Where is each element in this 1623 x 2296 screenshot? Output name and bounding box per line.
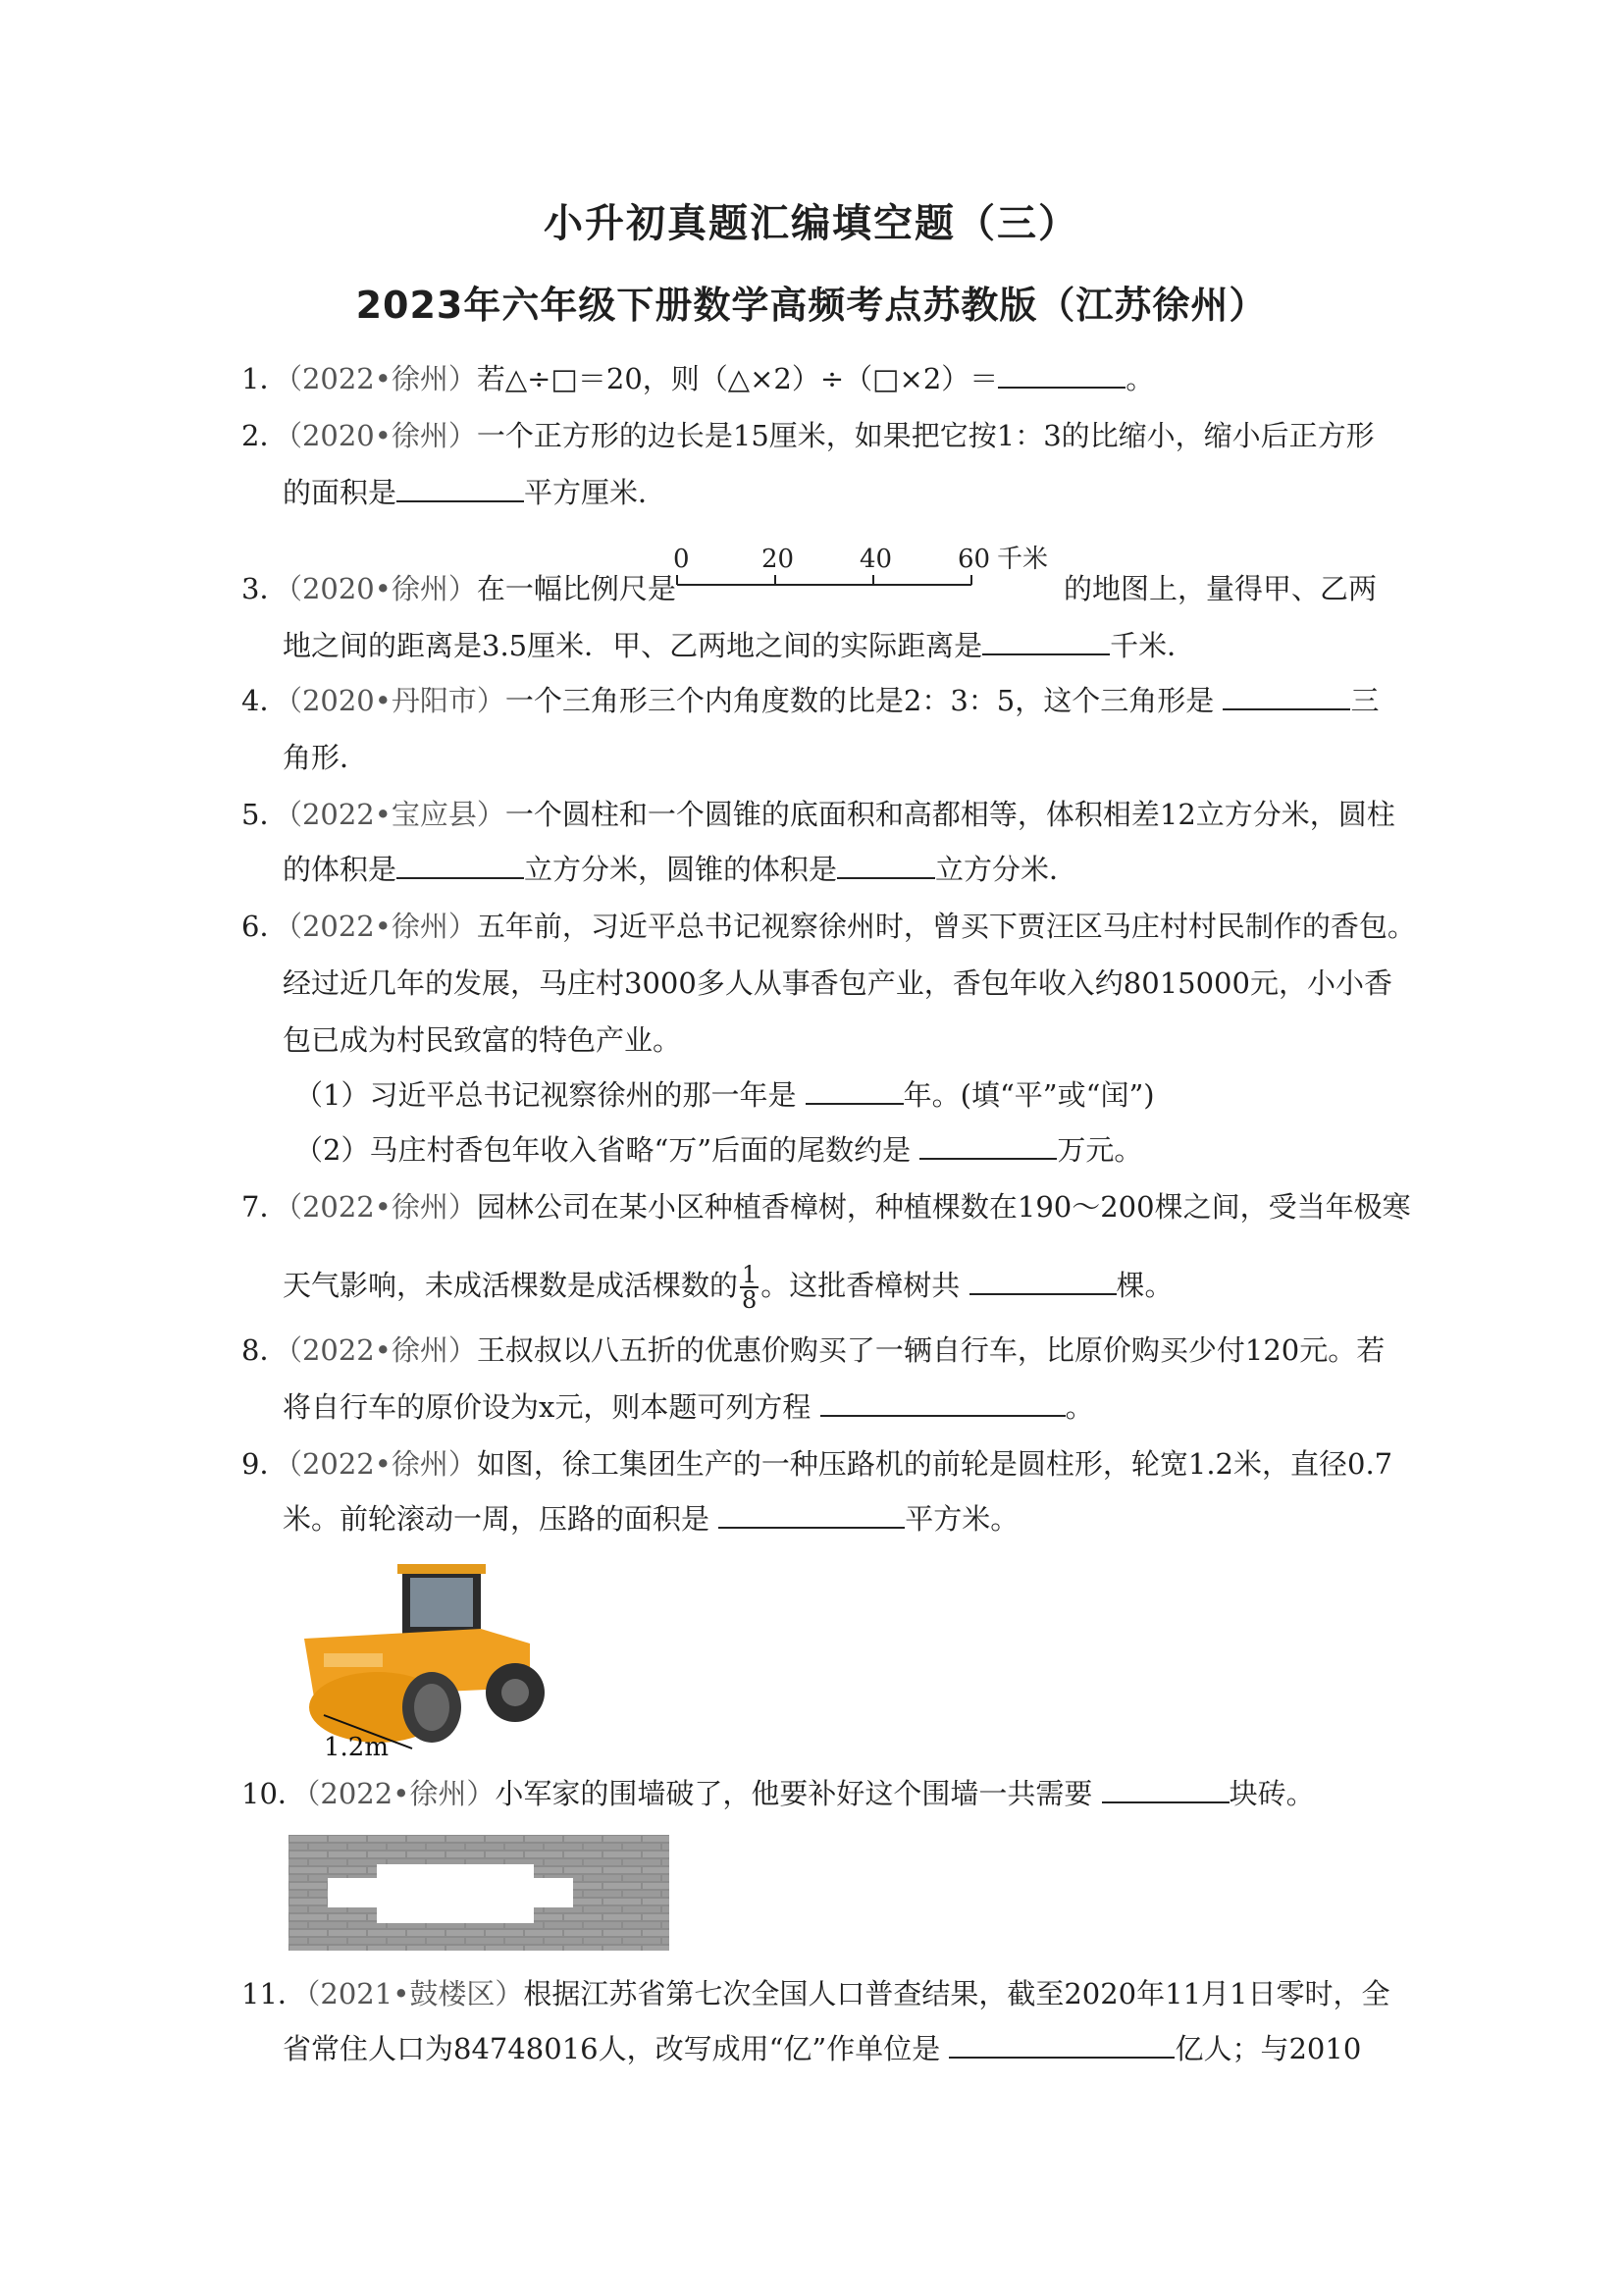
answer-blank[interactable] (1102, 1776, 1230, 1803)
scale-bar (673, 545, 1049, 593)
question-text: 天气影响，未成活棵数是成活棵数的 (283, 1269, 739, 1302)
question-6-sub-1 (294, 1075, 1155, 1115)
question-3 (241, 569, 676, 608)
question-text: 若△÷□＝20，则（△×2）÷（□×2）＝ (476, 362, 999, 395)
brick-wall-image (288, 1835, 669, 1951)
question-3-cont (1064, 569, 1377, 608)
question-text: 的面积是 (283, 476, 397, 509)
question-text: 年。(填“平”或“闰”) (903, 1078, 1155, 1112)
page-subtitle: 2023年六年级下册数学高频考点苏教版（江苏徐州） (355, 284, 1268, 327)
question-8 (241, 1331, 1385, 1370)
question-number: 4． (241, 684, 288, 717)
question-5 (241, 795, 1395, 834)
answer-blank[interactable] (820, 1389, 1066, 1417)
question-source: （2021•鼓楼区） (305, 1977, 524, 2010)
question-6-line-2 (283, 964, 1392, 1003)
question-text: 王叔叔以八五折的优惠价购买了一辆自行车，比原价购买少付120元。若 (476, 1333, 1386, 1367)
question-7 (241, 1187, 1411, 1226)
scale-label: 40 (860, 545, 893, 574)
question-text: 立方分米． (935, 853, 1078, 886)
answer-blank[interactable] (806, 1077, 904, 1105)
question-number: 8． (241, 1333, 288, 1367)
question-text: 平方厘米． (524, 476, 667, 509)
question-number: 6． (241, 910, 288, 943)
question-text: 的体积是 (283, 853, 397, 886)
question-text: 五年前，习近平总书记视察徐州时，曾买下贾汪区马庄村村民制作的香包。 (476, 910, 1416, 943)
question-text: （1）习近平总书记视察徐州的那一年是 (294, 1078, 797, 1112)
question-text: 经过近几年的发展，马庄村3000多人从事香包产业，香包年收入约8015000元，小小香 (283, 966, 1392, 1000)
question-6-sub-2 (294, 1130, 1142, 1170)
answer-blank[interactable] (396, 475, 524, 502)
question-text-end: 块砖。 (1229, 1777, 1315, 1810)
question-source: （2022•徐州） (288, 1333, 477, 1367)
answer-blank[interactable] (718, 1501, 905, 1529)
question-source: （2022•徐州） (305, 1777, 496, 1810)
question-text: 在一幅比例尺是 (476, 572, 676, 605)
question-text: 平方米。 (905, 1502, 1020, 1536)
question-text: （2）马庄村香包年收入省略“万”后面的尾数约是 (294, 1133, 912, 1167)
fraction (740, 1263, 759, 1312)
question-11 (241, 1974, 1389, 2013)
question-text: 一个正方形的边长是15厘米，如果把它按1：3的比缩小，缩小后正方形 (476, 419, 1375, 452)
question-11-line-2 (283, 2029, 1361, 2068)
question-text: 千米． (1110, 629, 1196, 662)
dimension-label: 1.2m (324, 1733, 390, 1762)
scale-label: 60 (958, 545, 991, 574)
road-roller-image (285, 1560, 559, 1762)
question-source: （2022•徐州） (288, 910, 477, 943)
question-number: 11． (241, 1977, 306, 2010)
question-text: 一个圆柱和一个圆锥的底面积和高都相等，体积相差12立方分米，圆柱 (504, 798, 1395, 831)
question-5-line-2 (283, 850, 1077, 889)
answer-blank[interactable] (1223, 683, 1350, 710)
question-text: 地之间的距离是3.5厘米．甲、乙两地之间的实际距离是 (283, 629, 983, 662)
question-text-end: 三 (1350, 684, 1380, 717)
answer-blank[interactable] (969, 1268, 1117, 1295)
question-1 (241, 359, 1154, 398)
question-number: 7． (241, 1190, 288, 1224)
scale-label: 0 (673, 545, 690, 574)
question-text: 棵。 (1116, 1269, 1174, 1302)
question-text: 包已成为村民致富的特色产业。 (283, 1023, 682, 1057)
question-text: 亿人；与2010 (1175, 2032, 1362, 2065)
question-source: （2020•徐州） (288, 419, 477, 452)
answer-blank[interactable] (982, 628, 1110, 655)
question-text: 根据江苏省第七次全国人口普查结果，截至2020年11月1日零时，全 (523, 1977, 1390, 2010)
fraction-numerator: 1 (742, 1261, 758, 1288)
question-text: 角形． (283, 741, 369, 774)
question-text: 万元。 (1057, 1133, 1143, 1167)
answer-blank[interactable] (919, 1132, 1057, 1160)
question-9 (241, 1444, 1392, 1484)
question-10 (241, 1774, 1315, 1813)
question-text: 一个三角形三个内角度数的比是2：3：5，这个三角形是 (504, 684, 1215, 717)
page-title: 小升初真题汇编填空题（三） (544, 201, 1079, 246)
question-number: 2． (241, 419, 288, 452)
question-text: 园林公司在某小区种植香樟树，种植棵数在190～200棵之间，受当年极寒 (476, 1190, 1411, 1224)
question-8-line-2 (283, 1387, 1094, 1427)
question-6-line-3 (283, 1020, 681, 1060)
scale-label: 20 (761, 545, 795, 574)
question-2-line-2 (283, 473, 666, 512)
question-text: 省常住人口为84748016人，改写成用“亿”作单位是 (283, 2032, 941, 2065)
question-source: （2022•徐州） (288, 362, 477, 395)
question-text: 小军家的围墙破了，他要补好这个围墙一共需要 (495, 1777, 1093, 1810)
question-source: （2022•徐州） (288, 1190, 477, 1224)
answer-blank[interactable] (949, 2031, 1175, 2059)
question-text: 将自行车的原价设为x元，则本题可列方程 (283, 1390, 812, 1424)
question-number: 10． (241, 1777, 306, 1810)
question-number: 9． (241, 1447, 288, 1481)
fraction-denominator: 8 (742, 1286, 758, 1314)
question-7-line-2 (283, 1258, 1174, 1313)
answer-blank[interactable] (837, 852, 935, 879)
question-text: 立方分米，圆锥的体积是 (524, 853, 838, 886)
question-text: 如图，徐工集团生产的一种压路机的前轮是圆柱形，轮宽1.2米，直径0.7 (476, 1447, 1393, 1481)
question-text: 米。前轮滚动一周，压路的面积是 (283, 1502, 710, 1536)
question-number: 1． (241, 362, 288, 395)
question-source: （2020•丹阳市） (288, 684, 505, 717)
question-2 (241, 416, 1375, 455)
question-number: 5． (241, 798, 288, 831)
question-source: （2022•宝应县） (288, 798, 505, 831)
answer-blank[interactable] (998, 361, 1126, 389)
question-text: 。 (1065, 1390, 1094, 1424)
question-4 (241, 681, 1379, 720)
question-6 (241, 907, 1416, 946)
question-source: （2020•徐州） (288, 572, 477, 605)
question-text: 。这批香樟树共 (760, 1269, 961, 1302)
question-text: 的地图上，量得甲、乙两 (1064, 572, 1378, 605)
answer-blank[interactable] (396, 852, 524, 879)
question-9-line-2 (283, 1499, 1019, 1539)
question-3-line-2 (283, 626, 1195, 665)
question-text-end: 。 (1126, 362, 1155, 395)
question-source: （2022•徐州） (288, 1447, 477, 1481)
question-4-line-2 (283, 738, 368, 777)
question-number: 3． (241, 572, 288, 605)
scale-unit: 千米 (997, 545, 1049, 574)
